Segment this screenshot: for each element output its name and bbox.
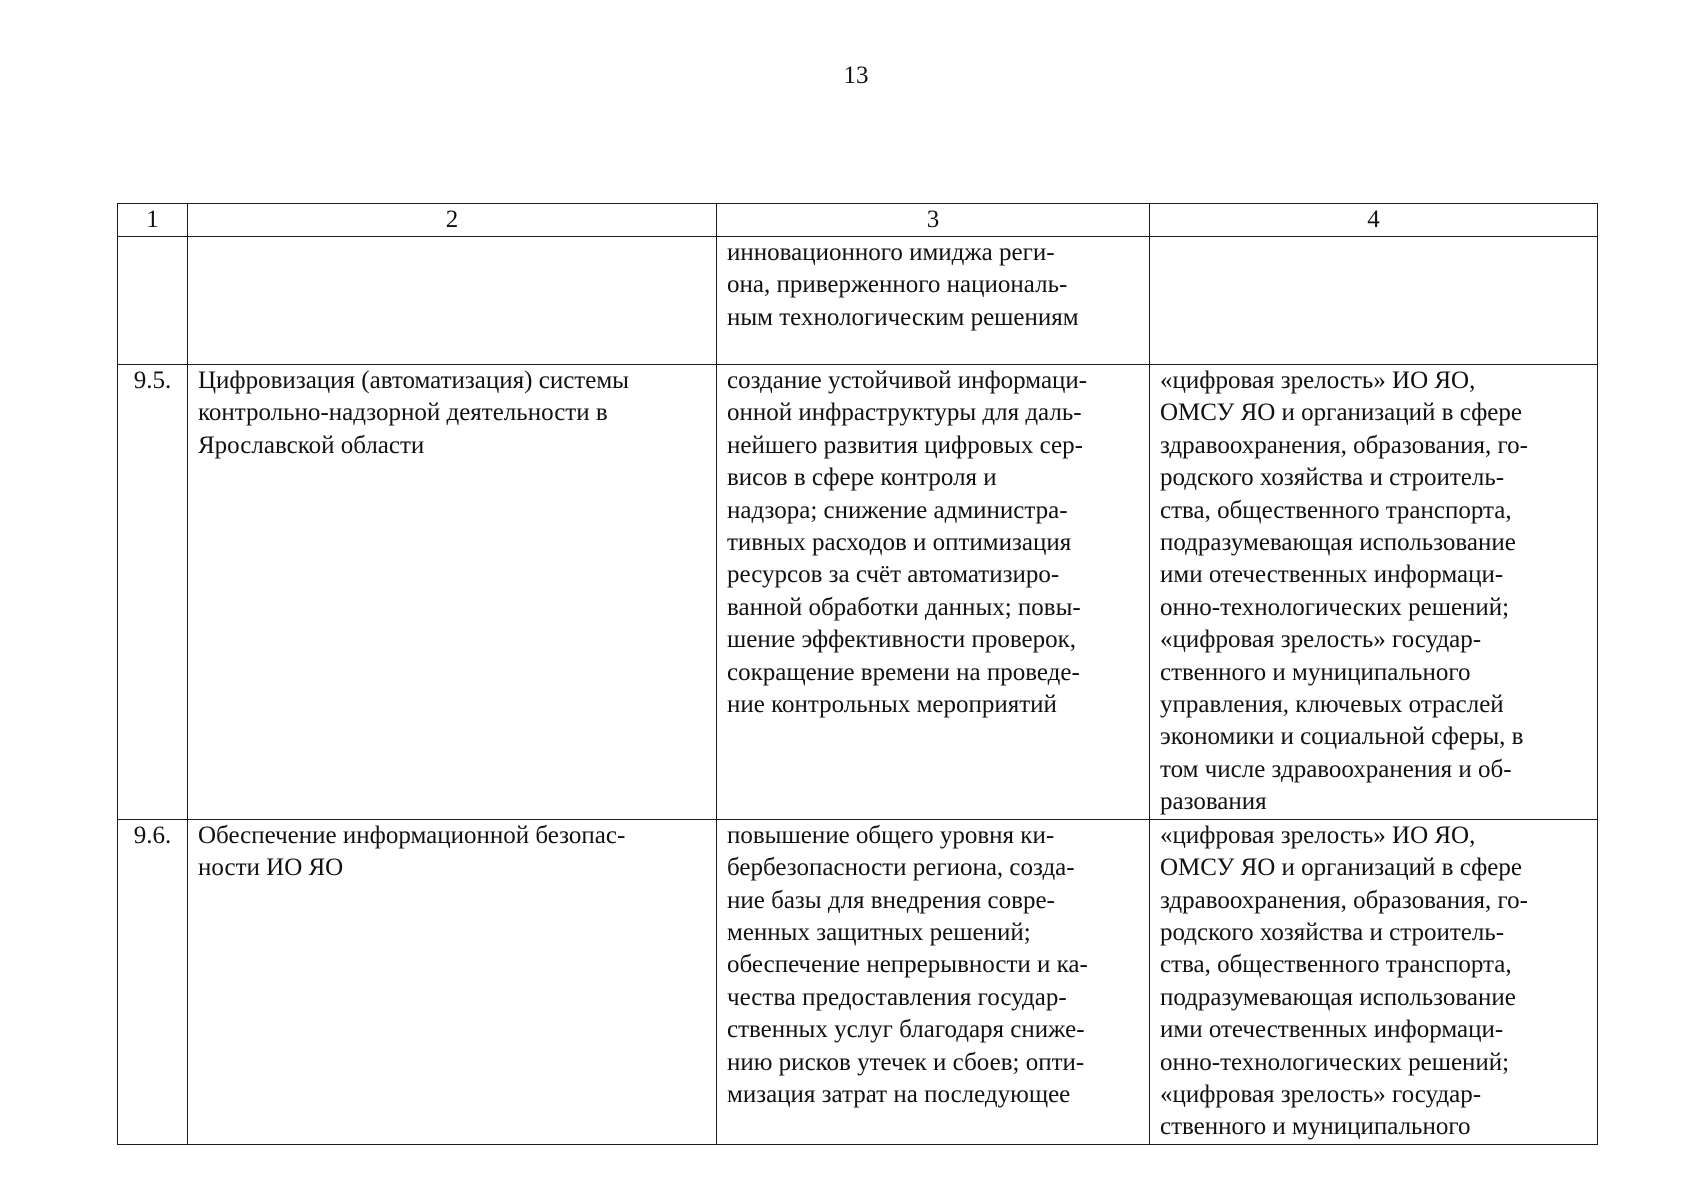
cell-line: ственных услуг благодаря сниже- bbox=[727, 1016, 1085, 1044]
indicator-cell bbox=[1150, 237, 1598, 365]
cell-line: разования bbox=[1160, 788, 1267, 816]
cell-line: нейшего развития цифровых сер- bbox=[727, 431, 1083, 459]
measure-cell bbox=[188, 237, 717, 365]
cell-line: онно-технологических решений; bbox=[1160, 593, 1510, 621]
row-number-cell: 9.6. bbox=[118, 819, 188, 1144]
indicator-cell bbox=[1150, 819, 1598, 1144]
column-header: 4 bbox=[1150, 204, 1598, 237]
cell-line: здравоохранения, образования, го- bbox=[1160, 431, 1528, 459]
table-row bbox=[118, 237, 1598, 365]
measure-cell bbox=[188, 819, 717, 1144]
cell-line: создание устойчивой информаци- bbox=[727, 367, 1088, 394]
cell-line: экономики и социальной сферы, в bbox=[1160, 723, 1524, 751]
cell-line: онно-технологических решений; bbox=[1160, 1048, 1510, 1076]
page-number: 13 bbox=[843, 62, 869, 89]
cell-line: подразумевающая использование bbox=[1160, 529, 1516, 557]
cell-line: ственного и муниципального bbox=[1160, 1113, 1471, 1141]
cell-line: ние контрольных мероприятий bbox=[727, 691, 1057, 719]
cell-line: Обеспечение информационной безопас- bbox=[198, 821, 626, 849]
cell-line: чества предоставления государ- bbox=[727, 983, 1067, 1011]
cell-line: шение эффективности проверок, bbox=[727, 626, 1076, 654]
column-header: 3 bbox=[717, 204, 1150, 237]
cell-line: мизация затрат на последующее bbox=[727, 1080, 1071, 1108]
cell-line: «цифровая зрелость» государ- bbox=[1160, 1080, 1482, 1108]
cell-line: Цифровизация (автоматизация) системы bbox=[198, 367, 629, 394]
cell-line: тивных расходов и оптимизация bbox=[727, 529, 1072, 557]
cell-line: ние базы для внедрения совре- bbox=[727, 886, 1055, 914]
cell-line: «цифровая зрелость» государ- bbox=[1160, 626, 1482, 654]
document-table bbox=[117, 203, 1598, 1145]
table-row bbox=[118, 819, 1598, 1144]
cell-line: бербезопасности региона, созда- bbox=[727, 854, 1075, 882]
cell-line: инновационного имиджа реги- bbox=[727, 239, 1055, 266]
cell-line: «цифровая зрелость» ИО ЯО, bbox=[1160, 367, 1476, 394]
measure-cell bbox=[188, 365, 717, 820]
row-number-cell bbox=[118, 237, 188, 365]
cell-line: она, приверженного националь- bbox=[727, 271, 1068, 299]
cell-line: обеспечение непрерывности и ка- bbox=[727, 951, 1088, 979]
table-header-row bbox=[118, 204, 1598, 237]
result-cell bbox=[717, 819, 1150, 1144]
cell-line: ванной обработки данных; повы- bbox=[727, 593, 1081, 621]
cell-line: здравоохранения, образования, го- bbox=[1160, 886, 1528, 914]
result-cell bbox=[717, 237, 1150, 365]
cell-line: ими отечественных информаци- bbox=[1160, 1016, 1504, 1044]
cell-line: менных защитных решений; bbox=[727, 918, 1031, 946]
table-row bbox=[118, 365, 1598, 820]
cell-line: подразумевающая использование bbox=[1160, 983, 1516, 1011]
cell-line: ОМСУ ЯО и организаций в сфере bbox=[1160, 854, 1522, 882]
cell-line: ным технологическим решениям bbox=[727, 303, 1079, 331]
cell-line: ими отечественных информаци- bbox=[1160, 561, 1504, 589]
cell-line: том числе здравоохранения и об- bbox=[1160, 755, 1512, 783]
cell-line: нию рисков утечек и сбоев; опти- bbox=[727, 1048, 1085, 1076]
cell-line: онной инфраструктуры для даль- bbox=[727, 399, 1082, 427]
column-header: 2 bbox=[188, 204, 717, 237]
cell-line: родского хозяйства и строитель- bbox=[1160, 464, 1505, 492]
cell-line: ресурсов за счёт автоматизиро- bbox=[727, 561, 1060, 589]
result-cell bbox=[717, 365, 1150, 820]
cell-line: Ярославской области bbox=[198, 431, 425, 459]
cell-line: ства, общественного транспорта, bbox=[1160, 951, 1512, 979]
cell-line: «цифровая зрелость» ИО ЯО, bbox=[1160, 821, 1476, 849]
cell-line: контрольно-надзорной деятельности в bbox=[198, 399, 608, 427]
cell-line: родского хозяйства и строитель- bbox=[1160, 918, 1505, 946]
cell-line: сокращение времени на проведе- bbox=[727, 658, 1080, 686]
cell-line: повышение общего уровня ки- bbox=[727, 821, 1055, 849]
row-number-cell: 9.5. bbox=[118, 365, 188, 820]
cell-line: ственного и муниципального bbox=[1160, 658, 1471, 686]
indicator-cell bbox=[1150, 365, 1598, 820]
cell-line: ОМСУ ЯО и организаций в сфере bbox=[1160, 399, 1522, 427]
cell-line: ства, общественного транспорта, bbox=[1160, 496, 1512, 524]
column-header: 1 bbox=[118, 204, 188, 237]
cell-line: висов в сфере контроля и bbox=[727, 464, 997, 492]
cell-line: надзора; снижение администра- bbox=[727, 496, 1068, 524]
cell-line: управления, ключевых отраслей bbox=[1160, 691, 1504, 719]
cell-line: ности ИО ЯО bbox=[198, 854, 344, 882]
